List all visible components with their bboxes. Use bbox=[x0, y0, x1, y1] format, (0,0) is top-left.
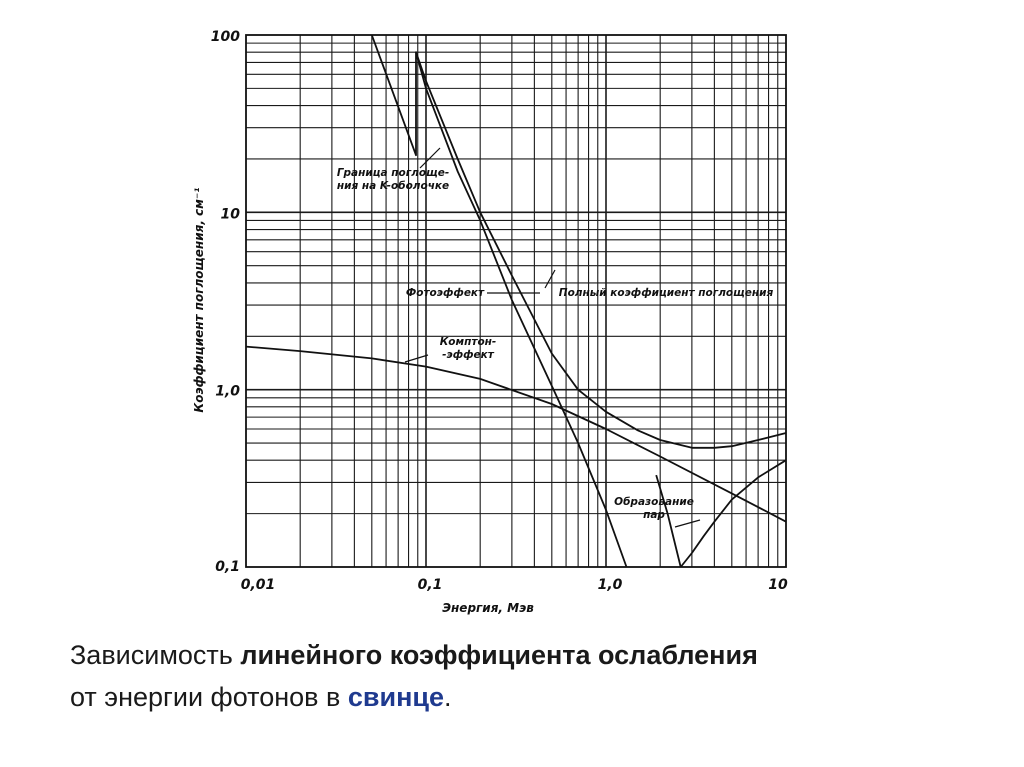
annotation-compton: Комптон- bbox=[439, 336, 497, 348]
caption-emphasis: линейного коэффициента ослабления bbox=[240, 640, 758, 670]
caption-material: свинце bbox=[347, 682, 444, 712]
annotation-pair-leader bbox=[675, 520, 700, 527]
y-tick-label: 100 bbox=[210, 29, 240, 45]
y-tick-label: 10 bbox=[220, 206, 240, 223]
figure-caption bbox=[70, 634, 758, 718]
caption-line-2 bbox=[70, 676, 758, 718]
caption-line-1 bbox=[70, 634, 758, 676]
annotation-total-leader bbox=[545, 270, 555, 288]
x-tick-label: 0,01 bbox=[240, 577, 276, 593]
annotation-pair: пар bbox=[643, 509, 665, 521]
annotation-k-edge: ния на K-оболочке bbox=[336, 180, 450, 192]
caption-text-2: от энергии фотонов в bbox=[70, 682, 348, 712]
caption-text: Зависимость bbox=[70, 640, 241, 670]
annotation-k-edge: Граница поглоще- bbox=[336, 167, 450, 179]
x-tick-label: 0,1 bbox=[417, 577, 443, 593]
y-tick-label: 1,0 bbox=[215, 383, 240, 400]
annotation-total: Полный коэффициент поглощения bbox=[558, 287, 774, 299]
x-axis-title: Энергия, Мэв bbox=[442, 601, 534, 615]
series-line bbox=[416, 52, 786, 448]
y-tick-label: 0,1 bbox=[215, 559, 240, 575]
caption-period: . bbox=[444, 682, 452, 712]
annotation-photoeffect: Фотоэффект bbox=[405, 287, 485, 299]
series-line bbox=[246, 347, 786, 522]
x-tick-label: 1,0 bbox=[597, 577, 623, 593]
annotation-pair: Образование bbox=[614, 496, 694, 508]
x-tick-label: 10 bbox=[768, 577, 788, 593]
y-axis-title: Коэффициент поглощения, см⁻¹ bbox=[192, 187, 206, 413]
plot-frame bbox=[246, 35, 786, 567]
annotation-k-edge-leader bbox=[420, 148, 440, 168]
annotation-compton: -эффект bbox=[442, 349, 494, 361]
